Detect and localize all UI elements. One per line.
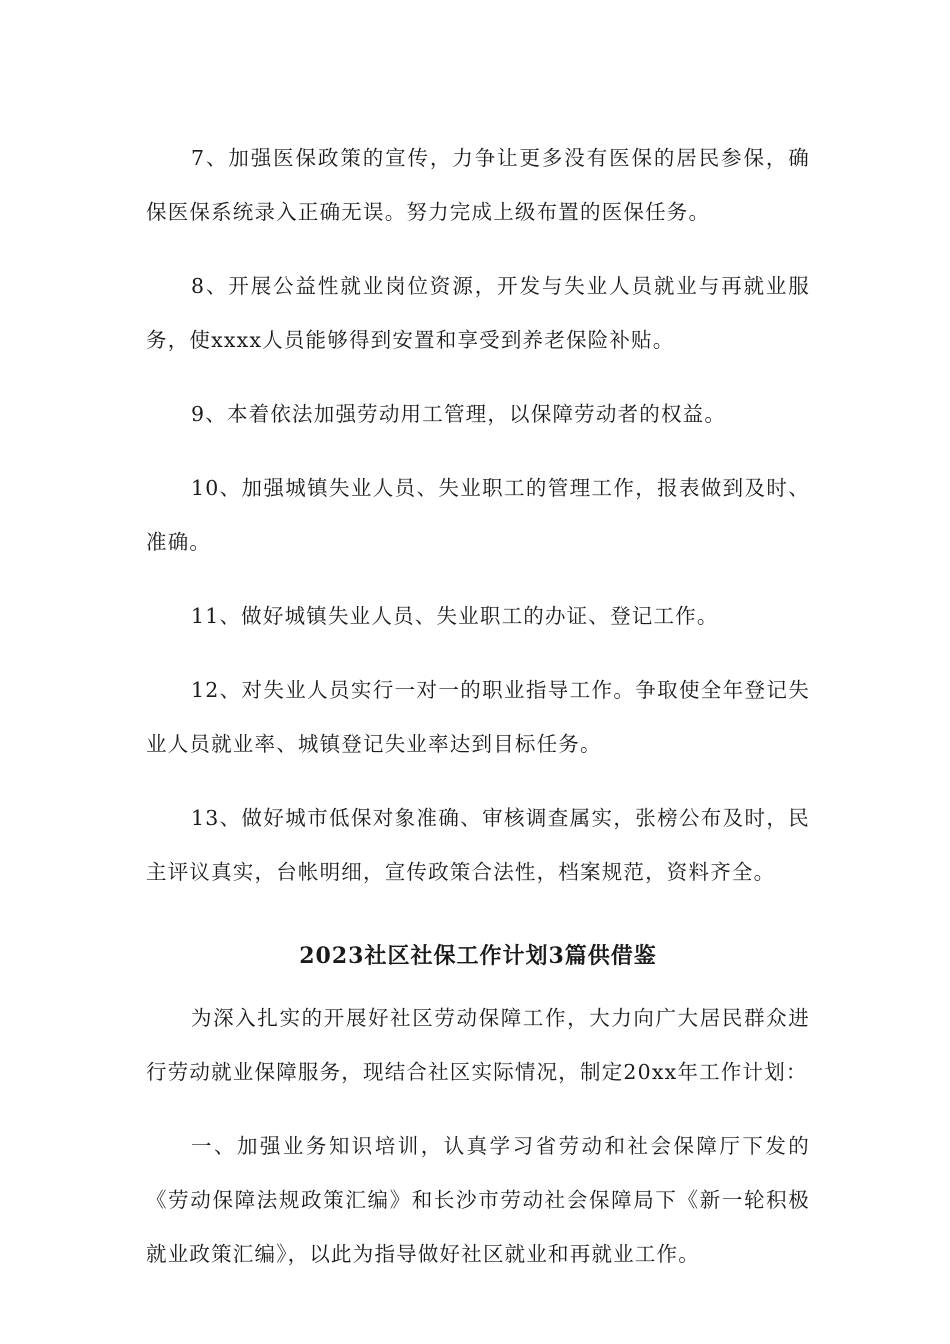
paragraph-item-10: 10、加强城镇失业人员、失业职工的管理工作，报表做到及时、准确。 — [146, 476, 810, 554]
section-heading: 2023社区社保工作计划3篇供借鉴 — [299, 943, 657, 969]
paragraph-intro: 为深入扎实的开展好社区劳动保障工作，大力向广大居民群众进行劳动就业保障服务，现结合社区实际情况，制定20xx年工作计划： — [146, 1006, 810, 1084]
paragraph-item-7: 7、加强医保政策的宣传，力争让更多没有医保的居民参保，确保医保系统录入正确无误。努力完成上级布置的医保任务。 — [146, 146, 810, 224]
paragraph-item-8: 8、开展公益性就业岗位资源，开发与失业人员就业与再就业服务，使xxxx人员能够得到安置和享受到养老保险补贴。 — [146, 274, 810, 352]
paragraph-item-13: 13、做好城市低保对象准确、审核调查属实，张榜公布及时，民主评议真实，台帐明细，宣传政策合法性，档案规范，资料齐全。 — [146, 806, 810, 884]
paragraph-item-11: 11、做好城镇失业人员、失业职工的办证、登记工作。 — [191, 604, 719, 628]
paragraph-item-12: 12、对失业人员实行一对一的职业指导工作。争取使全年登记失业人员就业率、城镇登记失业率达到目标任务。 — [146, 678, 810, 756]
paragraph-point-1: 一、加强业务知识培训，认真学习省劳动和社会保障厅下发的《劳动保障法规政策汇编》和长沙市劳动社会保障局下《新一轮积极就业政策汇编》，以此为指导做好社区就业和再就业工作。 — [146, 1134, 810, 1266]
paragraph-item-9: 9、本着依法加强劳动用工管理，以保障劳动者的权益。 — [191, 402, 727, 426]
document-body — [146, 131, 810, 1301]
